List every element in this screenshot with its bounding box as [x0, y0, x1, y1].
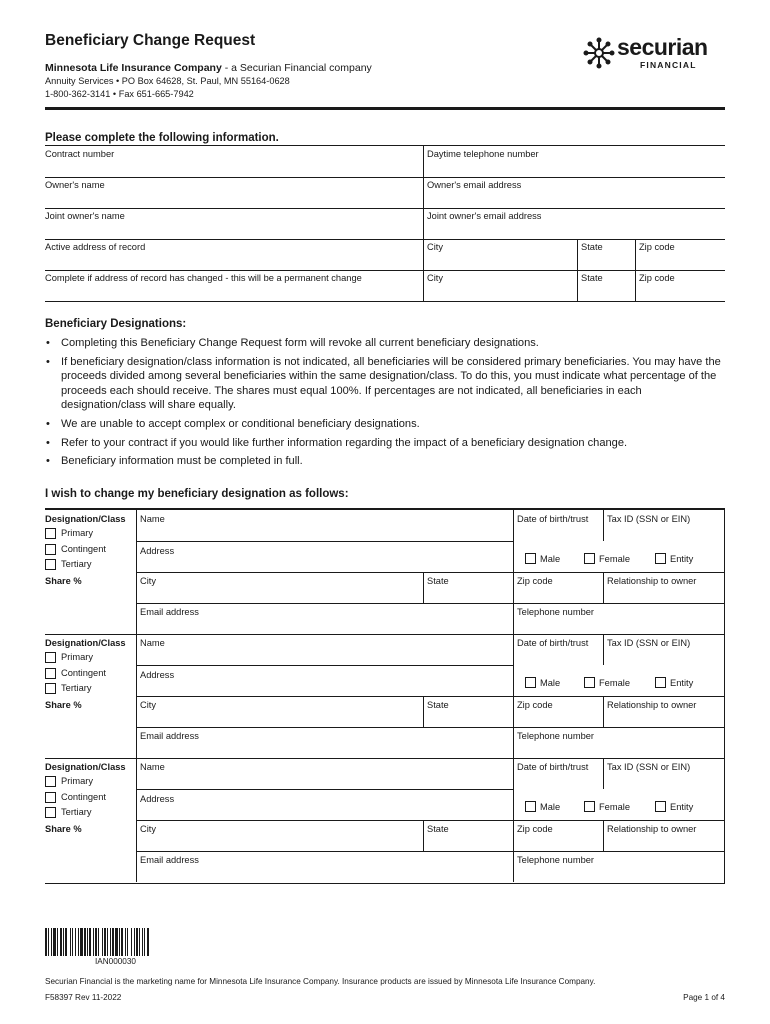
block-separator — [45, 758, 725, 759]
male-checkbox[interactable] — [525, 553, 536, 564]
barcode-bar — [75, 928, 76, 956]
barcode-bar — [131, 928, 132, 956]
female-label: Female — [599, 802, 631, 812]
list-item — [45, 336, 725, 351]
barcode-bar — [78, 928, 79, 956]
entity-checkbox[interactable] — [655, 801, 666, 812]
barcode-bar — [72, 928, 73, 956]
form-number: F58397 Rev 11-2022 — [45, 993, 122, 1002]
tax-id-field[interactable]: Tax ID (SSN or EIN) — [607, 762, 691, 772]
info-row-line — [45, 208, 725, 209]
male-label: Male — [540, 802, 561, 812]
page-number: Page 1 of 4 — [683, 993, 725, 1002]
joint-owner-email-field[interactable]: Joint owner's email address — [427, 211, 542, 221]
tertiary-checkbox[interactable] — [45, 559, 56, 570]
address-line: Annuity Services • PO Box 64628, St. Paul, MN 55164-0628 — [45, 76, 290, 86]
barcode-bar — [102, 928, 103, 956]
active-state-field[interactable]: State — [581, 242, 603, 252]
barcode-bar — [84, 928, 86, 956]
barcode-bar — [134, 928, 135, 956]
securian-logo — [580, 34, 730, 74]
primary-label: Primary — [61, 652, 94, 662]
beneficiary-city-field[interactable]: City — [140, 700, 157, 710]
barcode-bar — [112, 928, 114, 956]
header-divider — [45, 107, 725, 110]
designations-list — [45, 336, 725, 473]
active-city-field[interactable]: City — [427, 242, 444, 252]
changed-zip-field[interactable]: Zip code — [639, 273, 675, 283]
male-label: Male — [540, 678, 561, 688]
owner-email-field[interactable]: Owner's email address — [427, 180, 522, 190]
changed-address-field[interactable]: Complete if address of record has changed - this will be a permanent change — [45, 273, 362, 283]
block-divider — [603, 696, 604, 727]
block-separator — [45, 634, 725, 635]
barcode-bar — [142, 928, 143, 956]
beneficiary-email-field[interactable]: Email address — [140, 855, 199, 865]
change-top-line — [45, 508, 725, 510]
primary-label: Primary — [61, 776, 94, 786]
bullet-text: Completing this Beneficiary Change Request form will revoke all current beneficiary designations. — [61, 337, 539, 349]
tertiary-checkbox[interactable] — [45, 807, 56, 818]
active-address-field[interactable]: Active address of record — [45, 242, 146, 252]
bullet-text: If beneficiary designation/class information is not indicated, all beneficiaries will be considered primary beneficiaries. You may have the proceeds divided among several beneficiaries within the same designation/class. To do this, you must indicate what percentage of the proceeds each should receive. The shares must equal 100%. If percentages are not indicated, all beneficiaries in each designation/class will share equally. — [61, 355, 721, 412]
beneficiary-state-field[interactable]: State — [427, 700, 449, 710]
designations-heading: Beneficiary Designations: — [45, 318, 187, 330]
primary-checkbox[interactable] — [45, 776, 56, 787]
block-divider — [603, 572, 604, 603]
designation-class-label: Designation/Class — [45, 638, 126, 648]
barcode-bar — [48, 928, 49, 956]
changed-city-field[interactable]: City — [427, 273, 444, 283]
barcode-bar — [60, 928, 62, 956]
barcode-bar — [98, 928, 99, 956]
barcode-bar — [107, 928, 108, 956]
beneficiary-name-field[interactable]: Name — [140, 762, 165, 772]
contingent-checkbox[interactable] — [45, 544, 56, 555]
barcode-bar — [53, 928, 56, 956]
joint-owner-name-field[interactable]: Joint owner's name — [45, 211, 125, 221]
bullet-dot: • — [46, 355, 50, 368]
tax-id-field[interactable]: Tax ID (SSN or EIN) — [607, 514, 691, 524]
beneficiary-name-field[interactable]: Name — [140, 514, 165, 524]
beneficiary-address-field[interactable]: Address — [140, 794, 175, 804]
bullet-dot: • — [46, 455, 50, 468]
male-label: Male — [540, 554, 561, 564]
block-row-line — [136, 603, 725, 604]
bullet-dot: • — [46, 337, 50, 349]
list-item — [45, 355, 725, 413]
beneficiary-name-field[interactable]: Name — [140, 638, 165, 648]
beneficiary-state-field[interactable]: State — [427, 824, 449, 834]
bullet-text: Beneficiary information must be completed in full. — [61, 455, 303, 468]
dob-field[interactable]: Date of birth/trust — [517, 638, 589, 648]
beneficiary-city-field[interactable]: City — [140, 576, 157, 586]
phone-line: 1-800-362-3141 • Fax 651-665-7942 — [45, 89, 194, 99]
block-row-line — [136, 727, 725, 728]
barcode-bar — [57, 928, 58, 956]
barcode-bar — [70, 928, 71, 956]
beneficiary-email-field[interactable]: Email address — [140, 607, 199, 617]
female-checkbox[interactable] — [584, 553, 595, 564]
logo-subtitle: FINANCIAL — [640, 60, 697, 70]
designation-class-label: Designation/Class — [45, 514, 126, 524]
contingent-checkbox[interactable] — [45, 668, 56, 679]
barcode-bar — [139, 928, 140, 956]
contingent-label: Contingent — [61, 543, 106, 554]
barcode-bar — [119, 928, 120, 956]
info-heading: Please complete the following information. — [45, 132, 279, 144]
barcode-bar — [121, 928, 123, 956]
beneficiary-phone-field[interactable]: Telephone number — [517, 855, 595, 865]
block-row-line — [136, 696, 725, 697]
barcode-bar — [51, 928, 52, 956]
securian-mark-icon — [582, 36, 616, 70]
block-row-line — [136, 665, 514, 666]
block-divider — [423, 572, 424, 603]
beneficiary-address-field[interactable]: Address — [140, 670, 175, 680]
barcode-bar — [89, 928, 91, 956]
block-row-line — [136, 572, 725, 573]
info-row-line — [45, 301, 725, 302]
logo-wordmark: securian — [617, 34, 708, 60]
female-label: Female — [599, 554, 631, 564]
list-item — [45, 417, 725, 432]
barcode-bar — [144, 928, 145, 956]
daytime-phone-field[interactable]: Daytime telephone number — [427, 149, 539, 159]
block-divider — [423, 820, 424, 851]
tertiary-label: Tertiary — [61, 683, 92, 693]
entity-checkbox[interactable] — [655, 553, 666, 564]
barcode-bar — [110, 928, 111, 956]
active-zip-field[interactable]: Zip code — [639, 242, 675, 252]
bullet-dot: • — [46, 436, 50, 449]
female-checkbox[interactable] — [584, 801, 595, 812]
barcode-bar — [93, 928, 94, 956]
entity-label: Entity — [670, 554, 694, 564]
primary-label: Primary — [61, 528, 94, 538]
block-row-line — [136, 789, 514, 790]
primary-checkbox[interactable] — [45, 528, 56, 539]
tertiary-label: Tertiary — [61, 807, 92, 817]
beneficiary-address-field[interactable]: Address — [140, 546, 175, 556]
company-suffix: - a Securian Financial company — [221, 62, 372, 74]
contingent-label: Contingent — [61, 791, 106, 802]
barcode-bar — [95, 928, 97, 956]
bullet-dot: • — [46, 417, 50, 430]
changed-state-field[interactable]: State — [581, 273, 603, 283]
share-percent-field[interactable]: Share % — [45, 824, 82, 834]
info-row-line — [45, 270, 725, 271]
beneficiary-state-field[interactable]: State — [427, 576, 449, 586]
barcode-bar — [80, 928, 83, 956]
beneficiary-zip-field[interactable]: Zip code — [517, 824, 553, 834]
dob-field[interactable]: Date of birth/trust — [517, 514, 589, 524]
share-percent-field[interactable]: Share % — [45, 700, 82, 710]
barcode-bar — [104, 928, 106, 956]
dob-field[interactable]: Date of birth/trust — [517, 762, 589, 772]
block-divider — [603, 758, 604, 789]
list-item — [45, 436, 725, 451]
block-divider — [603, 634, 604, 665]
info-row-line — [45, 239, 725, 240]
barcode-image — [45, 928, 184, 956]
bullet-text: We are unable to accept complex or conditional beneficiary designations. — [61, 417, 420, 430]
page-title: Beneficiary Change Request — [45, 32, 256, 49]
block-row-line — [136, 541, 514, 542]
designation-class-label: Designation/Class — [45, 762, 126, 772]
info-row-line — [45, 177, 725, 178]
relationship-field[interactable]: Relationship to owner — [607, 824, 697, 834]
entity-label: Entity — [670, 678, 694, 688]
entity-label: Entity — [670, 802, 694, 812]
block-row-line — [136, 851, 725, 852]
company-line — [45, 62, 372, 74]
share-percent-field[interactable]: Share % — [45, 576, 82, 586]
change-heading: I wish to change my beneficiary designation as follows: — [45, 488, 349, 500]
barcode-bar — [63, 928, 64, 956]
info-top-line — [45, 145, 725, 146]
bullet-text: Refer to your contract if you would like further information regarding the impact of a beneficiary designation change. — [61, 436, 628, 449]
tertiary-checkbox[interactable] — [45, 683, 56, 694]
primary-checkbox[interactable] — [45, 652, 56, 663]
barcode-bar — [147, 928, 149, 956]
block-row-line — [136, 820, 725, 821]
info-divider — [423, 146, 424, 302]
barcode-bar — [115, 928, 118, 956]
beneficiary-phone-field[interactable]: Telephone number — [517, 731, 595, 741]
footnote: Securian Financial is the marketing name for Minnesota Life Insurance Company. Insurance products are issued by Minnesota Life Insurance Company. — [45, 977, 596, 986]
beneficiary-city-field[interactable]: City — [140, 824, 157, 834]
female-label: Female — [599, 678, 631, 688]
owner-name-field[interactable]: Owner's name — [45, 180, 105, 190]
barcode-text: IAN000030 — [95, 957, 136, 966]
beneficiary-zip-field[interactable]: Zip code — [517, 700, 553, 710]
change-bottom-line — [45, 883, 725, 884]
list-item — [45, 454, 725, 469]
entity-checkbox[interactable] — [655, 677, 666, 688]
beneficiary-phone-field[interactable]: Telephone number — [517, 607, 595, 617]
tertiary-label: Tertiary — [61, 559, 92, 569]
block-divider — [423, 696, 424, 727]
barcode-bar — [87, 928, 88, 956]
barcode-bar — [125, 928, 126, 956]
block-divider — [603, 820, 604, 851]
barcode-bar — [127, 928, 128, 956]
tax-id-field[interactable]: Tax ID (SSN or EIN) — [607, 638, 691, 648]
beneficiary-zip-field[interactable]: Zip code — [517, 576, 553, 586]
female-checkbox[interactable] — [584, 677, 595, 688]
male-checkbox[interactable] — [525, 677, 536, 688]
relationship-field[interactable]: Relationship to owner — [607, 700, 697, 710]
barcode-bar — [136, 928, 138, 956]
contingent-checkbox[interactable] — [45, 792, 56, 803]
company-name: Minnesota Life Insurance Company — [45, 62, 222, 74]
contingent-label: Contingent — [61, 667, 106, 678]
beneficiary-email-field[interactable]: Email address — [140, 731, 199, 741]
barcode-bar — [45, 928, 47, 956]
barcode-bar — [65, 928, 67, 956]
relationship-field[interactable]: Relationship to owner — [607, 576, 697, 586]
block-divider — [603, 510, 604, 541]
contract-number-field[interactable]: Contract number — [45, 149, 115, 159]
male-checkbox[interactable] — [525, 801, 536, 812]
